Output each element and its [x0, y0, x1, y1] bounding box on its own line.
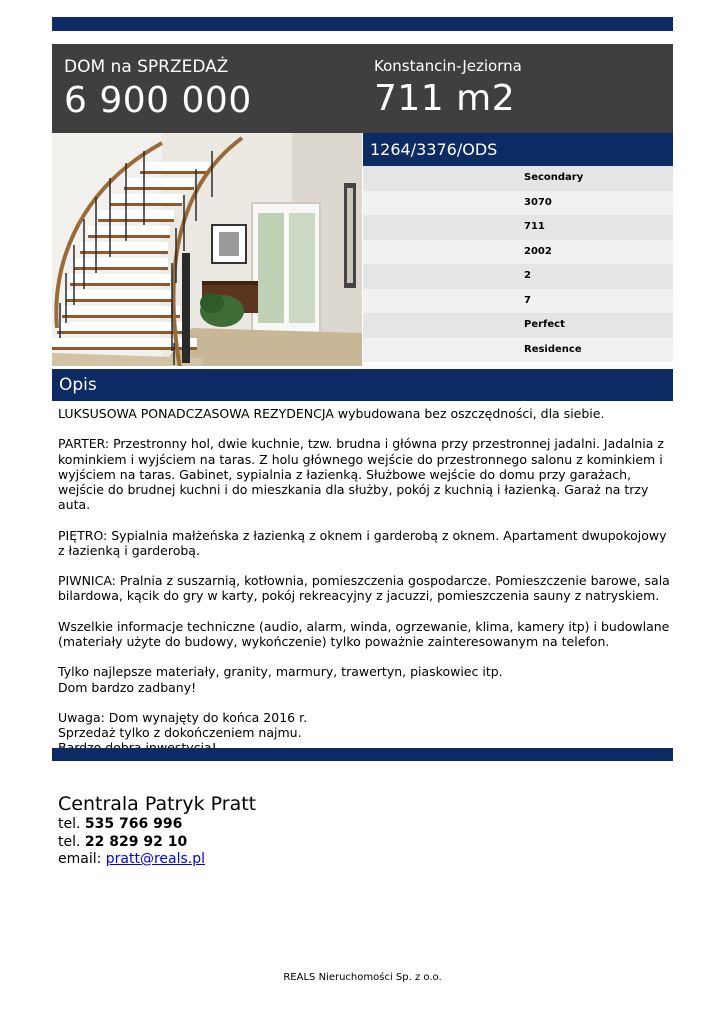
listing-location: Konstancin-Jeziorna [374, 57, 522, 75]
detail-row-market: Secondary [363, 166, 673, 191]
detail-row-rooms: 7 [363, 289, 673, 314]
staircase-photo-illustration [52, 133, 362, 366]
agent-name: Centrala Patryk Pratt [58, 793, 257, 815]
detail-row-usable-area: 711 [363, 215, 673, 240]
header-left [64, 56, 252, 122]
top-accent-bar [52, 17, 673, 31]
tel-label: tel. [58, 816, 81, 832]
details-table [363, 166, 673, 362]
email-link[interactable]: pratt@reals.pl [105, 851, 206, 867]
description-paragraph: PIĘTRO: Sypialnia małżeńska z łazienką z oknem i garderobą z oknem. Apartament dwupokojowy z łazienką i garderobą. [58, 527, 667, 558]
listing-reference: 1264/3376/ODS [363, 133, 673, 166]
email-label: email: [58, 851, 102, 867]
detail-row-condition: Perfect [363, 313, 673, 338]
listing-price: 6 900 000 [64, 80, 252, 121]
description-paragraph: Uwaga: Dom wynajęty do końca 2016 r. Sprzedaż tylko z dokończeniem najmu. [58, 709, 308, 741]
property-photo [52, 133, 362, 366]
detail-row-floors: 2 [363, 264, 673, 289]
tel-label: tel. [58, 833, 81, 850]
detail-row-year: 2002 [363, 240, 673, 265]
description-paragraph: PIWNICA: Pralnia z suszarnią, kotłownia, pomieszczenia gospodarcze. Pomieszczenie barowe, sala bilardowa, kącik do gry w karty, pokój rekreacyjny z jacuzzi, pomieszczenia sauny z natryskiem. [58, 573, 670, 604]
description-heading: Opis [52, 369, 673, 401]
phone-line-1 [58, 816, 256, 834]
detail-row-type: Residence [363, 338, 673, 363]
header-right [374, 56, 522, 120]
description-paragraph: Wszelkie informacje techniczne (audio, alarm, winda, ogrzewanie, klima, kamery itp) i budowlane (materiały użyte do budowy, wykończenie) tylko poważnie zainteresowanym na telefon. [58, 618, 670, 649]
phone-number-2: 22 829 92 10 [84, 833, 188, 850]
detail-row-lot-area: 3070 [363, 191, 673, 216]
listing-header [52, 44, 673, 133]
description-paragraph: PARTER: Przestronny hol, dwie kuchnie, tzw. brudna i główna przy przestronnej jadalni. Jadalnia z kominkiem i wyjściem na taras. Z holu głównego wejście do przestronnego salonu z kominkiem i wyjściem na taras. Gabinet, sypialnia z łazienką. Służbowe wejście do domu przy garażach, wejście do brudnej kuchni i do mieszkania dla służby, pokój z kuchnią i łazienką. Garaż na trzy auta. [58, 436, 664, 513]
description-paragraph: LUKSUSOWA PONADCZASOWA REZYDENCJA wybudowana bez oszczędności, dla siebie. [58, 406, 605, 421]
footer-company: REALS Nieruchomości Sp. z o.o. [283, 972, 442, 983]
listing-area: 711 m2 [374, 78, 516, 119]
email-line [58, 851, 256, 869]
description-body [58, 406, 670, 756]
bottom-accent-bar [52, 748, 673, 761]
phone-line-2 [58, 834, 256, 852]
phone-number-1: 535 766 996 [84, 816, 183, 832]
description-paragraph: Tylko najlepsze materiały, granity, marmury, trawertyn, piaskowiec itp. Dom bardzo zadbany! [58, 664, 503, 695]
listing-type: DOM na SPRZEDAŻ [64, 57, 229, 77]
contact-block [58, 792, 256, 869]
